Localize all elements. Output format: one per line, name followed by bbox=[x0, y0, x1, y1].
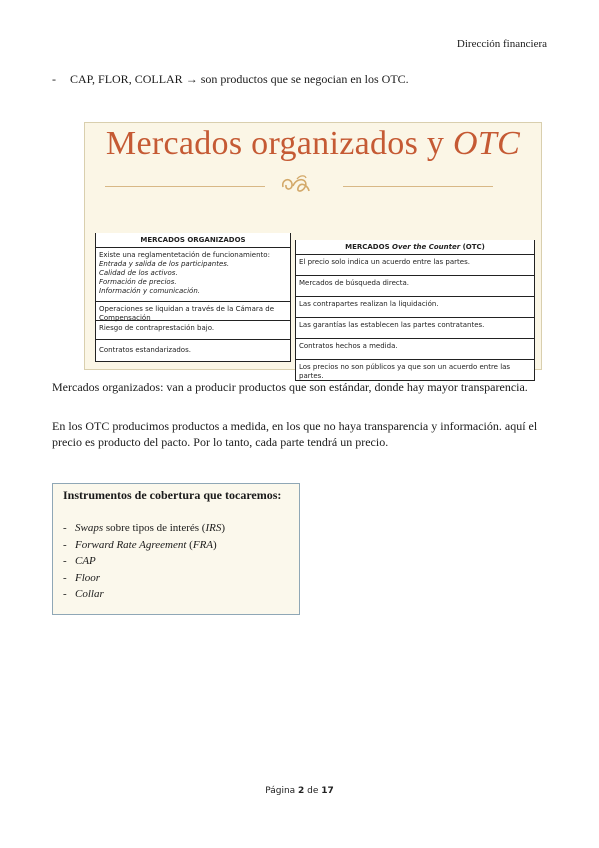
slide-image bbox=[84, 122, 542, 380]
list-item bbox=[63, 520, 225, 537]
item-text: ) bbox=[221, 522, 226, 534]
header-text: Over the Counter bbox=[392, 243, 461, 251]
table-row: Los precios no son públicos ya que son un acuerdo entre las partes. bbox=[299, 363, 511, 380]
item-text: Swaps bbox=[75, 522, 104, 534]
paragraph-organized-markets: Mercados organizados: van a producir productos que son estándar, donde hay mayor transparencia. bbox=[52, 380, 528, 394]
page-footer bbox=[0, 786, 599, 796]
row-text: Contratos estandarizados. bbox=[99, 346, 191, 354]
item-text: Floor bbox=[75, 571, 101, 584]
slide-title bbox=[85, 125, 541, 163]
row-text: Existe una reglamentetación de funcionamiento: bbox=[99, 251, 270, 259]
list-item bbox=[63, 553, 225, 570]
table-row: Contratos hechos a medida. bbox=[296, 339, 534, 360]
item-text: sobre tipos de interés ( bbox=[103, 522, 206, 534]
slide-title-otc: OTC bbox=[453, 125, 521, 162]
row-text: Información y comunicación. bbox=[99, 287, 200, 295]
item-text: FRA bbox=[192, 538, 214, 551]
item-text: Forward Rate Agreement bbox=[75, 538, 187, 551]
table-row bbox=[96, 302, 290, 321]
table-row: Las contrapartes realizan la liquidación. bbox=[296, 297, 534, 318]
item-text: Collar bbox=[75, 588, 104, 600]
list-item bbox=[63, 537, 225, 554]
row-text: Operaciones se liquidan a través de la Cámara de Compensación bbox=[99, 305, 275, 322]
otc-markets-header bbox=[296, 240, 534, 255]
list-dash: - bbox=[63, 555, 67, 567]
box-title: Instrumentos de cobertura que tocaremos: bbox=[63, 488, 282, 502]
ornament-line-right bbox=[343, 186, 493, 187]
row-text: Entrada y salida de los participantes. bbox=[99, 260, 230, 268]
organized-markets-header: MERCADOS ORGANIZADOS bbox=[96, 233, 290, 248]
header-text: MERCADOS bbox=[345, 243, 393, 251]
table-row bbox=[96, 321, 290, 340]
table-row: Mercados de búsqueda directa. bbox=[296, 276, 534, 297]
table-row: Las garantías las establecen las partes contratantes. bbox=[296, 318, 534, 339]
slide-title-main: Mercados organizados y bbox=[105, 125, 454, 162]
footer-text: de bbox=[304, 786, 322, 796]
header-text: (OTC) bbox=[460, 243, 485, 251]
intro-bullet bbox=[52, 72, 409, 87]
item-text: CAP bbox=[75, 555, 96, 567]
list-dash: - bbox=[63, 588, 67, 600]
list-item bbox=[63, 570, 225, 587]
intro-text: CAP, FLOR, COLLAR → son productos que se negocian en los OTC. bbox=[70, 72, 409, 86]
footer-text: Página bbox=[265, 786, 299, 796]
document-header-title: Dirección financiera bbox=[456, 38, 547, 50]
table-row bbox=[96, 248, 290, 302]
page-number: 2 bbox=[298, 786, 305, 796]
paragraph-otc: En los OTC producimos productos a medida, en los que no haya transparencia y información. aquí el precio es producto del pacto. Por lo tanto, cada parte tendrá un precio. bbox=[52, 419, 538, 449]
item-text: ) bbox=[213, 538, 217, 551]
flourish-icon bbox=[279, 173, 313, 197]
instruments-list bbox=[63, 520, 225, 603]
item-text: ( bbox=[186, 538, 193, 551]
row-text: Formación de precios. bbox=[99, 278, 177, 286]
list-item bbox=[63, 586, 225, 603]
item-text: IRS bbox=[205, 522, 222, 534]
table-row: El precio solo indica un acuerdo entre las partes. bbox=[296, 255, 534, 276]
row-text: Riesgo de contraprestación bajo. bbox=[99, 324, 215, 332]
ornament-line-left bbox=[105, 186, 265, 187]
otc-markets-table bbox=[295, 240, 535, 381]
list-dash: - bbox=[63, 538, 67, 551]
hedging-instruments-box bbox=[52, 483, 300, 615]
list-dash: - bbox=[63, 522, 67, 534]
organized-markets-table bbox=[95, 233, 291, 362]
list-dash: - bbox=[63, 571, 67, 584]
page-total: 17 bbox=[321, 786, 334, 796]
table-row bbox=[96, 340, 290, 361]
bullet-dash: - bbox=[52, 72, 56, 86]
row-text: Calidad de los activos. bbox=[99, 269, 178, 277]
